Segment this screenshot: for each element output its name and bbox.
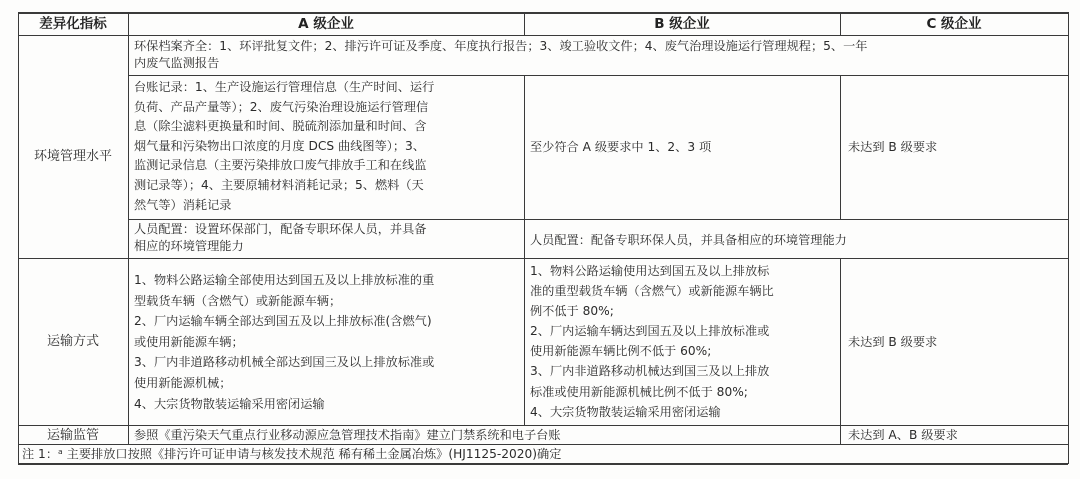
transport-a-text (134, 270, 522, 414)
transport-b-text (530, 261, 838, 422)
text-line: 内废气监测报告 (134, 56, 220, 70)
text-line: 息（除尘滤料更换量和时间、脱硫剂添加量和时间、含 (134, 119, 427, 134)
table-bottom-border (18, 463, 1068, 465)
text-line: 使用新能源机械； (134, 375, 232, 390)
text-line: 2、厂内运输车辆达到国五及以上排放标准或 (530, 324, 770, 339)
env-row-border (18, 258, 1068, 259)
transport-bc-border (840, 258, 841, 426)
text-line: 1、物料公路运输使用达到国五及以上排放标 (530, 264, 770, 278)
header-indicator: 差异化指标 (39, 16, 107, 32)
transport-c-text: 未达到 B 级要求 (848, 335, 938, 349)
header-bottom-border (18, 35, 1068, 36)
header-grade-a: A 级企业 (298, 16, 354, 32)
header-grade-c: C 级企业 (926, 16, 982, 32)
env-ledger-c-text: 未达到 B 级要求 (848, 140, 938, 154)
transport-ab-border (524, 258, 525, 426)
env-label: 环境管理水平 (33, 149, 112, 164)
transport-row-border (18, 425, 1068, 426)
table-right-border (1068, 12, 1069, 464)
header-grade-b: B 级企业 (654, 16, 710, 32)
text-line: 烟气量和污染物出口浓度的月度 DCS 曲线图等）；3、 (134, 138, 425, 153)
monitor-label: 运输监管 (46, 428, 99, 443)
text-line: 4、大宗货物散装运输采用密闭运输 (530, 404, 721, 419)
text-line: 3、厂内非道路移动机械达到国三及以上排放 (530, 364, 770, 379)
text-line: 然气等）消耗记录 (134, 197, 232, 212)
text-line: 相应的环境管理能力 (134, 239, 244, 253)
text-line: 人员配置：设置环保部门，配备专职环保人员，并具备 (134, 222, 427, 236)
monitor-ab-text: 参照《重污染天气重点行业移动源应急管理技术指南》建立门禁系统和电子台账 (134, 428, 561, 442)
env-ledger-a-text (134, 78, 522, 215)
table-left-border (18, 12, 19, 464)
label-column-border (128, 12, 129, 445)
ledger-ab-border (524, 75, 525, 220)
text-line: 准的重型载货车辆（含燃气）或新能源车辆比 (530, 284, 774, 299)
text-line: 使用新能源车辆比例不低于 60%; (530, 344, 712, 359)
text-line: 测记录等）；4、主要原辅材料消耗记录；5、燃料（天 (134, 177, 424, 192)
transport-label: 运输方式 (46, 334, 99, 349)
text-line: 3、厂内非道路移动机械全部达到国三及以上排放标准或 (134, 355, 435, 370)
text-line: 例不低于 80%; (530, 304, 614, 319)
text-line: 1、物料公路运输全部使用达到国五及以上排放标准的重 (134, 273, 435, 287)
text-line: 型载货车辆（含燃气）或新能源车辆； (134, 293, 342, 308)
staff-ab-border (524, 219, 525, 259)
text-line: 台账记录：1、生产设施运行管理信息（生产时间、运行 (134, 80, 435, 94)
monitor-row-border (18, 444, 1068, 445)
text-line: 标准或使用新能源机械比例不低于 80%; (530, 384, 748, 399)
footnote: 注 1：ᵃ 主要排放口按照《排污许可证申请与核发技术规范 稀有稀土金属冶炼》(HJ1125-2020)确定 (22, 447, 562, 461)
ledger-row-border (128, 219, 1068, 220)
env-staff-a-text (134, 221, 522, 255)
env-archive-text (134, 38, 1064, 72)
text-line: 监测记录信息（主要污染排放口废气排放手工和在线监 (134, 158, 427, 173)
monitor-c-text: 未达到 A、B 级要求 (848, 428, 958, 442)
env-staff-bc-text: 人员配置：配备专职环保人员，并具备相应的环境管理能力 (530, 233, 847, 247)
text-line: 负荷、产品产量等）；2、废气污染治理设施运行管理信 (134, 99, 429, 114)
text-line: 或使用新能源车辆； (134, 334, 244, 349)
text-line: 环保档案齐全：1、环评批复文件；2、排污许可证及季度、年度执行报告；3、竣工验收文件；4、废气治理设施运行管理规程；5、一年 (134, 39, 868, 53)
archive-row-border (128, 75, 1068, 76)
env-ledger-b-text: 至少符合 A 级要求中 1、2、3 项 (530, 140, 712, 154)
monitor-bc-border (840, 425, 841, 445)
text-line: 4、大宗货物散装运输采用密闭运输 (134, 396, 325, 411)
text-line: 2、厂内运输车辆全部达到国五及以上排放标准(含燃气) (134, 314, 432, 329)
ledger-bc-border (840, 75, 841, 220)
